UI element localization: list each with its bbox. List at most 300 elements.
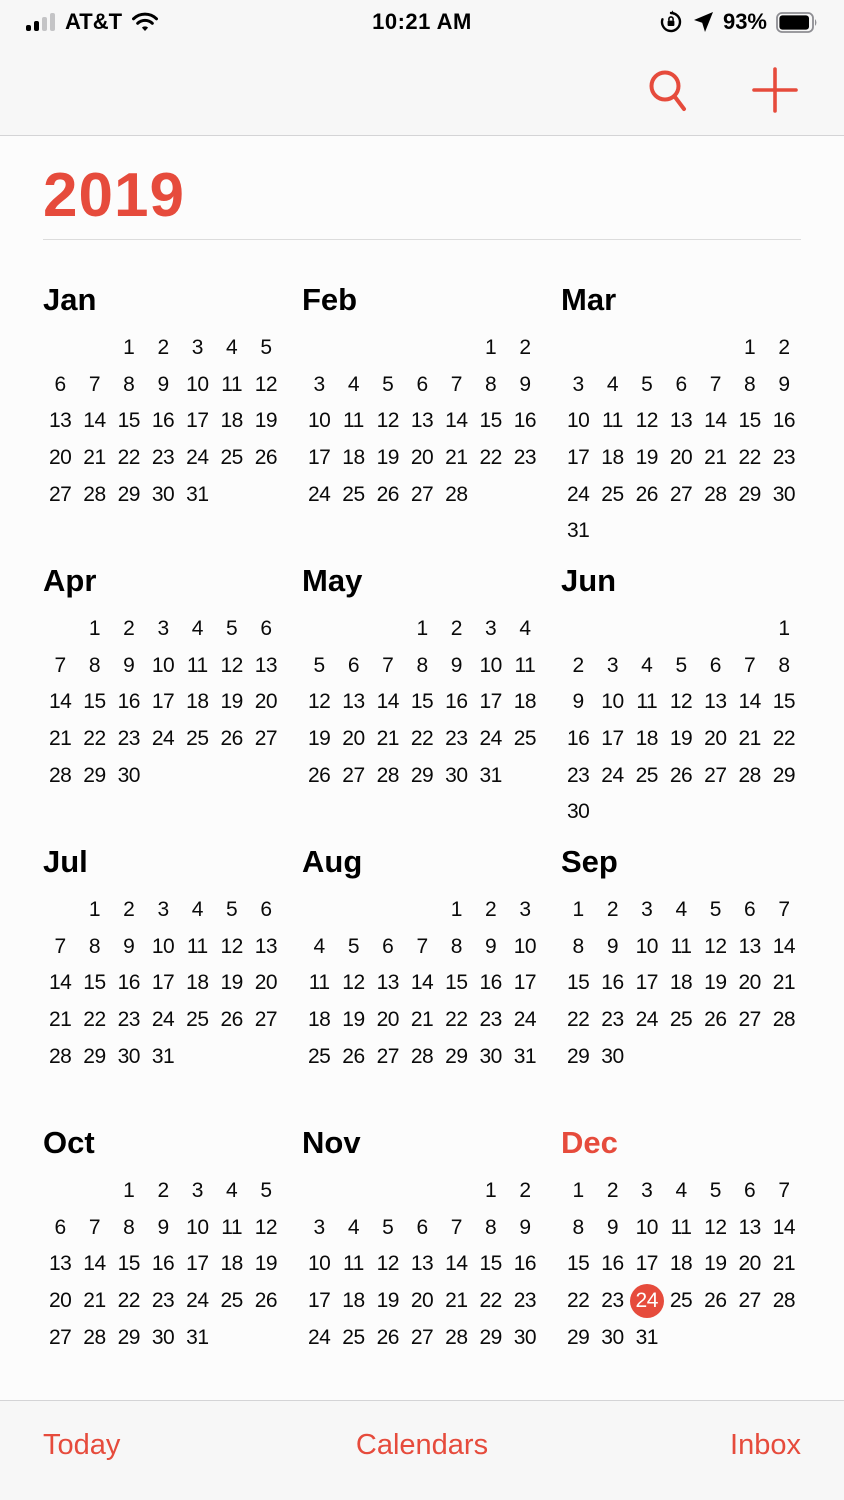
day-cell: 4 xyxy=(313,934,325,958)
day-cell: 20 xyxy=(738,971,761,995)
day-cell: 18 xyxy=(220,1252,243,1276)
day-cell: 8 xyxy=(123,1215,135,1239)
day-cell: 11 xyxy=(186,653,208,677)
day-grid xyxy=(43,330,283,513)
day-cell: 27 xyxy=(410,1325,434,1349)
day-cell: 10 xyxy=(601,690,624,714)
day-cell: 8 xyxy=(450,934,462,958)
month-dec[interactable] xyxy=(561,1123,801,1404)
day-spacer xyxy=(336,892,370,929)
day-cell: 3 xyxy=(191,336,203,360)
day-cell: 9 xyxy=(778,372,790,396)
month-may[interactable] xyxy=(302,561,542,842)
day-cell: 26 xyxy=(220,727,243,751)
day-spacer xyxy=(405,330,439,367)
day-cell: 13 xyxy=(410,409,434,433)
day-cell: 6 xyxy=(54,372,66,396)
month-sep[interactable] xyxy=(561,842,801,1123)
day-cell: 2 xyxy=(157,336,169,360)
day-cell: 17 xyxy=(307,1289,331,1313)
day-spacer xyxy=(336,1173,370,1210)
day-cell: 29 xyxy=(566,1325,590,1349)
day-cell: 1 xyxy=(572,898,584,922)
day-spacer xyxy=(43,1173,77,1210)
day-cell: 12 xyxy=(220,653,243,677)
day-cell: 13 xyxy=(410,1252,434,1276)
day-spacer xyxy=(77,1173,111,1210)
day-cell: 27 xyxy=(704,763,727,787)
day-cell: 21 xyxy=(738,727,761,751)
day-cell: 12 xyxy=(704,934,727,958)
day-cell: 30 xyxy=(117,763,140,787)
day-cell: 20 xyxy=(48,1289,72,1313)
day-cell: 6 xyxy=(416,372,428,396)
day-cell: 30 xyxy=(601,1044,624,1068)
day-cell: 7 xyxy=(416,934,428,958)
day-cell: 27 xyxy=(410,482,434,506)
day-cell: 1 xyxy=(485,1179,497,1203)
month-feb[interactable] xyxy=(302,280,542,561)
day-cell: 18 xyxy=(669,971,693,995)
day-cell: 29 xyxy=(83,1044,106,1068)
day-cell: 14 xyxy=(48,690,72,714)
day-spacer xyxy=(561,330,595,367)
location-icon xyxy=(692,11,714,33)
day-cell: 4 xyxy=(675,898,687,922)
day-cell: 30 xyxy=(566,800,590,824)
day-cell: 7 xyxy=(382,653,394,677)
day-cell: 2 xyxy=(485,898,497,922)
day-cell: 6 xyxy=(382,934,394,958)
day-cell: 8 xyxy=(744,372,756,396)
day-cell: 4 xyxy=(675,1179,687,1203)
day-cell: 26 xyxy=(376,1325,399,1349)
day-cell: 22 xyxy=(479,1289,502,1313)
carrier-label: AT&T xyxy=(65,9,123,34)
day-cell: 9 xyxy=(123,934,135,958)
day-cell: 11 xyxy=(343,1252,364,1276)
day-cell: 16 xyxy=(445,690,468,714)
day-cell: 15 xyxy=(445,971,468,995)
day-cell: 16 xyxy=(601,1252,624,1276)
day-cell: 24 xyxy=(151,1008,175,1032)
day-cell: 25 xyxy=(307,1044,331,1068)
day-cell: 15 xyxy=(479,409,502,433)
day-grid xyxy=(561,1173,801,1356)
day-spacer xyxy=(371,611,405,648)
day-cell: 25 xyxy=(220,446,243,470)
day-cell: 18 xyxy=(220,409,243,433)
year-title: 2019 xyxy=(43,161,185,230)
day-cell: 5 xyxy=(382,372,394,396)
day-cell: 3 xyxy=(606,653,619,677)
day-cell: 30 xyxy=(479,1044,502,1068)
day-cell: 7 xyxy=(54,934,66,958)
day-cell: 22 xyxy=(83,1008,106,1032)
day-cell: 10 xyxy=(479,653,502,677)
day-cell: 31 xyxy=(566,519,590,543)
day-spacer xyxy=(336,330,370,367)
day-cell: 21 xyxy=(445,1289,468,1313)
day-cell: 23 xyxy=(513,1289,537,1313)
day-cell: 30 xyxy=(445,763,468,787)
day-cell: 19 xyxy=(254,409,278,433)
day-cell: 9 xyxy=(606,1215,619,1239)
day-cell: 28 xyxy=(704,482,727,506)
day-cell: 1 xyxy=(450,898,462,922)
day-cell: 21 xyxy=(445,446,468,470)
day-cell: 11 xyxy=(308,971,330,995)
day-cell: 13 xyxy=(254,934,278,958)
day-cell: 10 xyxy=(151,934,175,958)
day-cell: 4 xyxy=(347,372,360,396)
day-cell: 23 xyxy=(117,727,140,751)
day-cell: 7 xyxy=(450,1215,462,1239)
day-cell: 16 xyxy=(513,1252,537,1276)
day-cell: 27 xyxy=(48,482,72,506)
day-cell: 20 xyxy=(48,446,72,470)
day-cell: 13 xyxy=(376,971,399,995)
day-grid xyxy=(43,611,283,794)
search-button[interactable] xyxy=(646,67,690,113)
day-cell: 11 xyxy=(636,690,658,714)
day-cell: 30 xyxy=(151,1325,175,1349)
day-cell: 15 xyxy=(738,409,761,433)
day-cell: 22 xyxy=(445,1008,468,1032)
day-cell: 15 xyxy=(117,409,140,433)
day-cell: 1 xyxy=(123,1179,135,1203)
day-cell: 14 xyxy=(704,409,727,433)
day-cell: 16 xyxy=(601,971,624,995)
day-cell: 7 xyxy=(778,898,790,922)
day-cell: 1 xyxy=(572,1179,584,1203)
wifi-icon xyxy=(132,12,158,32)
day-cell: 31 xyxy=(479,763,502,787)
day-cell: 19 xyxy=(704,1252,727,1276)
day-cell: 2 xyxy=(123,898,135,922)
day-cell: 29 xyxy=(410,763,434,787)
day-cell: 29 xyxy=(738,482,761,506)
day-cell: 20 xyxy=(704,727,727,751)
day-spacer xyxy=(371,1173,405,1210)
day-cell: 23 xyxy=(151,446,175,470)
day-cell: 15 xyxy=(83,971,106,995)
month-title: Jun xyxy=(561,563,617,598)
day-cell: 3 xyxy=(519,898,531,922)
day-cell: 15 xyxy=(772,690,796,714)
day-cell: 20 xyxy=(738,1252,761,1276)
day-cell: 24 xyxy=(307,1325,331,1349)
day-cell: 23 xyxy=(566,763,590,787)
day-cell: 11 xyxy=(602,409,623,433)
day-cell: 14 xyxy=(410,971,434,995)
day-cell: 26 xyxy=(254,1289,278,1313)
month-title: Sep xyxy=(561,844,618,879)
day-cell: 30 xyxy=(601,1325,624,1349)
inbox-button[interactable]: Inbox xyxy=(730,1429,801,1461)
day-cell: 23 xyxy=(479,1008,502,1032)
day-spacer xyxy=(630,330,664,367)
day-cell: 30 xyxy=(151,482,175,506)
day-cell: 20 xyxy=(410,446,434,470)
day-cell: 15 xyxy=(410,690,434,714)
day-cell: 28 xyxy=(772,1008,796,1032)
day-cell: 28 xyxy=(772,1289,796,1313)
day-cell: 1 xyxy=(778,617,790,641)
day-cell: 14 xyxy=(48,971,72,995)
day-grid xyxy=(561,611,801,831)
day-cell: 22 xyxy=(738,446,761,470)
day-cell: 26 xyxy=(704,1008,727,1032)
day-grid xyxy=(561,892,801,1075)
day-cell: 16 xyxy=(117,971,140,995)
day-cell: 22 xyxy=(83,727,106,751)
day-cell: 26 xyxy=(307,763,331,787)
month-mar[interactable] xyxy=(561,280,801,561)
day-cell: 15 xyxy=(117,1252,140,1276)
day-spacer xyxy=(595,330,629,367)
day-spacer xyxy=(77,330,111,367)
day-cell: 17 xyxy=(186,1252,209,1276)
day-cell: 25 xyxy=(513,727,537,751)
day-spacer xyxy=(43,611,77,648)
status-bar xyxy=(0,0,844,44)
battery-icon xyxy=(776,12,818,33)
day-spacer xyxy=(664,330,698,367)
year-divider xyxy=(43,239,801,240)
day-cell: 21 xyxy=(48,727,72,751)
day-cell: 10 xyxy=(307,1252,331,1276)
day-cell: 27 xyxy=(669,482,693,506)
add-event-button[interactable] xyxy=(752,67,798,113)
day-cell: 21 xyxy=(772,971,796,995)
day-cell: 29 xyxy=(566,1044,590,1068)
day-cell: 16 xyxy=(772,409,796,433)
day-cell: 11 xyxy=(186,934,208,958)
day-cell: 8 xyxy=(416,653,428,677)
day-cell: 19 xyxy=(376,1289,399,1313)
day-cell: 3 xyxy=(485,617,497,641)
day-cell: 9 xyxy=(157,1215,169,1239)
day-cell: 2 xyxy=(606,1179,619,1203)
month-title: Mar xyxy=(561,282,617,317)
month-aug[interactable] xyxy=(302,842,542,1123)
day-cell: 27 xyxy=(342,763,365,787)
day-cell: 28 xyxy=(83,1325,106,1349)
day-cell: 19 xyxy=(669,727,693,751)
day-cell: 12 xyxy=(376,1252,399,1276)
day-grid xyxy=(302,1173,542,1356)
day-cell: 11 xyxy=(670,934,692,958)
months-grid xyxy=(43,280,801,1404)
day-cell: 4 xyxy=(606,372,619,396)
day-cell: 5 xyxy=(347,934,360,958)
day-cell: 9 xyxy=(519,372,531,396)
day-cell: 5 xyxy=(260,1179,272,1203)
day-cell: 14 xyxy=(376,690,399,714)
day-cell: 19 xyxy=(376,446,399,470)
today-button[interactable]: Today xyxy=(43,1429,121,1461)
day-cell: 26 xyxy=(342,1044,365,1068)
day-cell: 17 xyxy=(307,446,331,470)
day-cell: 27 xyxy=(254,727,278,751)
signal-icon xyxy=(26,13,55,31)
day-cell: 10 xyxy=(186,1215,209,1239)
day-cell: 22 xyxy=(566,1289,590,1313)
day-cell: 26 xyxy=(376,482,399,506)
calendars-button[interactable]: Calendars xyxy=(355,1429,489,1461)
day-cell: 30 xyxy=(117,1044,140,1068)
day-cell: 4 xyxy=(191,898,203,922)
day-cell: 13 xyxy=(704,690,727,714)
day-cell: 17 xyxy=(635,971,658,995)
battery-percent-label: 93% xyxy=(722,9,767,34)
day-cell: 8 xyxy=(88,934,101,958)
day-cell: 26 xyxy=(220,1008,243,1032)
day-cell: 17 xyxy=(479,690,502,714)
day-cell: 3 xyxy=(641,898,653,922)
day-cell: 23 xyxy=(117,1008,140,1032)
day-cell: 28 xyxy=(48,763,72,787)
day-cell: 2 xyxy=(519,1179,531,1203)
day-cell: 8 xyxy=(778,653,790,677)
day-cell: 9 xyxy=(606,934,619,958)
day-grid xyxy=(43,892,283,1075)
day-spacer xyxy=(405,1173,439,1210)
day-cell: 14 xyxy=(445,1252,468,1276)
day-cell: 9 xyxy=(572,690,584,714)
day-cell: 2 xyxy=(519,336,531,360)
day-cell: 13 xyxy=(254,653,278,677)
day-cell: 5 xyxy=(226,898,238,922)
day-cell: 30 xyxy=(772,482,796,506)
day-cell: 24 xyxy=(479,727,502,751)
day-cell: 10 xyxy=(186,372,209,396)
day-cell: 4 xyxy=(641,653,653,677)
month-jun[interactable] xyxy=(561,561,801,842)
month-nov[interactable] xyxy=(302,1123,542,1404)
day-cell: 7 xyxy=(54,653,66,677)
day-cell: 11 xyxy=(514,653,536,677)
day-spacer xyxy=(405,892,439,929)
nav-bar xyxy=(0,44,844,135)
day-cell: 25 xyxy=(186,1008,209,1032)
day-cell: 27 xyxy=(738,1008,761,1032)
day-cell xyxy=(630,1283,664,1320)
day-cell: 29 xyxy=(772,763,796,787)
day-cell: 25 xyxy=(342,482,365,506)
month-oct[interactable] xyxy=(43,1123,283,1404)
day-cell: 5 xyxy=(313,653,325,677)
day-cell: 25 xyxy=(669,1008,693,1032)
day-spacer xyxy=(371,892,405,929)
day-cell: 12 xyxy=(254,1215,278,1239)
day-cell: 27 xyxy=(254,1008,278,1032)
day-cell: 3 xyxy=(313,372,325,396)
day-cell: 9 xyxy=(485,934,497,958)
day-cell: 4 xyxy=(347,1215,360,1239)
day-cell: 21 xyxy=(704,446,727,470)
day-spacer xyxy=(371,330,405,367)
day-cell: 7 xyxy=(744,653,756,677)
day-cell: 12 xyxy=(254,372,278,396)
day-cell: 29 xyxy=(117,1325,140,1349)
day-cell: 3 xyxy=(313,1215,325,1239)
day-cell: 6 xyxy=(744,1179,756,1203)
month-title: Dec xyxy=(561,1125,618,1160)
day-cell: 19 xyxy=(635,446,658,470)
day-cell: 6 xyxy=(54,1215,66,1239)
day-cell: 14 xyxy=(445,409,468,433)
day-cell: 12 xyxy=(704,1215,727,1239)
day-cell: 24 xyxy=(186,446,209,470)
day-cell: 29 xyxy=(445,1044,468,1068)
day-cell: 1 xyxy=(123,336,135,360)
day-cell: 21 xyxy=(410,1008,434,1032)
day-spacer xyxy=(664,611,698,648)
day-cell: 25 xyxy=(601,482,624,506)
today-badge: 24 xyxy=(630,1284,664,1318)
month-jul[interactable] xyxy=(43,842,283,1123)
month-apr[interactable] xyxy=(43,561,283,842)
day-cell: 10 xyxy=(566,409,590,433)
day-cell: 29 xyxy=(83,763,106,787)
day-cell: 19 xyxy=(220,690,243,714)
day-cell: 25 xyxy=(186,727,209,751)
day-cell: 4 xyxy=(191,617,203,641)
day-cell: 21 xyxy=(376,727,399,751)
day-cell: 21 xyxy=(48,1008,72,1032)
bottom-toolbar xyxy=(0,1400,844,1500)
day-spacer xyxy=(302,611,336,648)
day-spacer xyxy=(439,330,473,367)
day-grid xyxy=(302,892,542,1075)
day-cell: 27 xyxy=(738,1289,761,1313)
day-cell: 20 xyxy=(342,727,365,751)
day-cell: 15 xyxy=(566,971,590,995)
time-label: 10:21 AM xyxy=(372,9,472,34)
day-cell: 28 xyxy=(48,1044,72,1068)
day-cell: 2 xyxy=(123,617,135,641)
day-grid xyxy=(561,330,801,550)
day-cell: 17 xyxy=(566,446,590,470)
day-cell: 7 xyxy=(778,1179,790,1203)
day-cell: 28 xyxy=(738,763,761,787)
day-cell: 12 xyxy=(635,409,658,433)
day-cell: 3 xyxy=(572,372,584,396)
month-title: Feb xyxy=(302,282,358,317)
day-cell: 10 xyxy=(307,409,331,433)
day-cell: 8 xyxy=(485,372,497,396)
day-cell: 24 xyxy=(566,482,590,506)
day-spacer xyxy=(43,330,77,367)
day-cell: 7 xyxy=(709,372,721,396)
day-cell: 2 xyxy=(157,1179,169,1203)
day-cell: 7 xyxy=(88,1215,101,1239)
day-cell: 9 xyxy=(450,653,462,677)
day-cell: 18 xyxy=(307,1008,331,1032)
day-cell: 6 xyxy=(675,372,687,396)
day-cell: 28 xyxy=(445,1325,468,1349)
day-cell: 16 xyxy=(566,727,590,751)
day-cell: 17 xyxy=(151,971,175,995)
day-cell: 10 xyxy=(635,1215,658,1239)
day-cell: 30 xyxy=(513,1325,537,1349)
day-cell: 22 xyxy=(479,446,502,470)
month-jan[interactable] xyxy=(43,280,283,561)
day-cell: 28 xyxy=(445,482,468,506)
day-spacer xyxy=(595,611,629,648)
